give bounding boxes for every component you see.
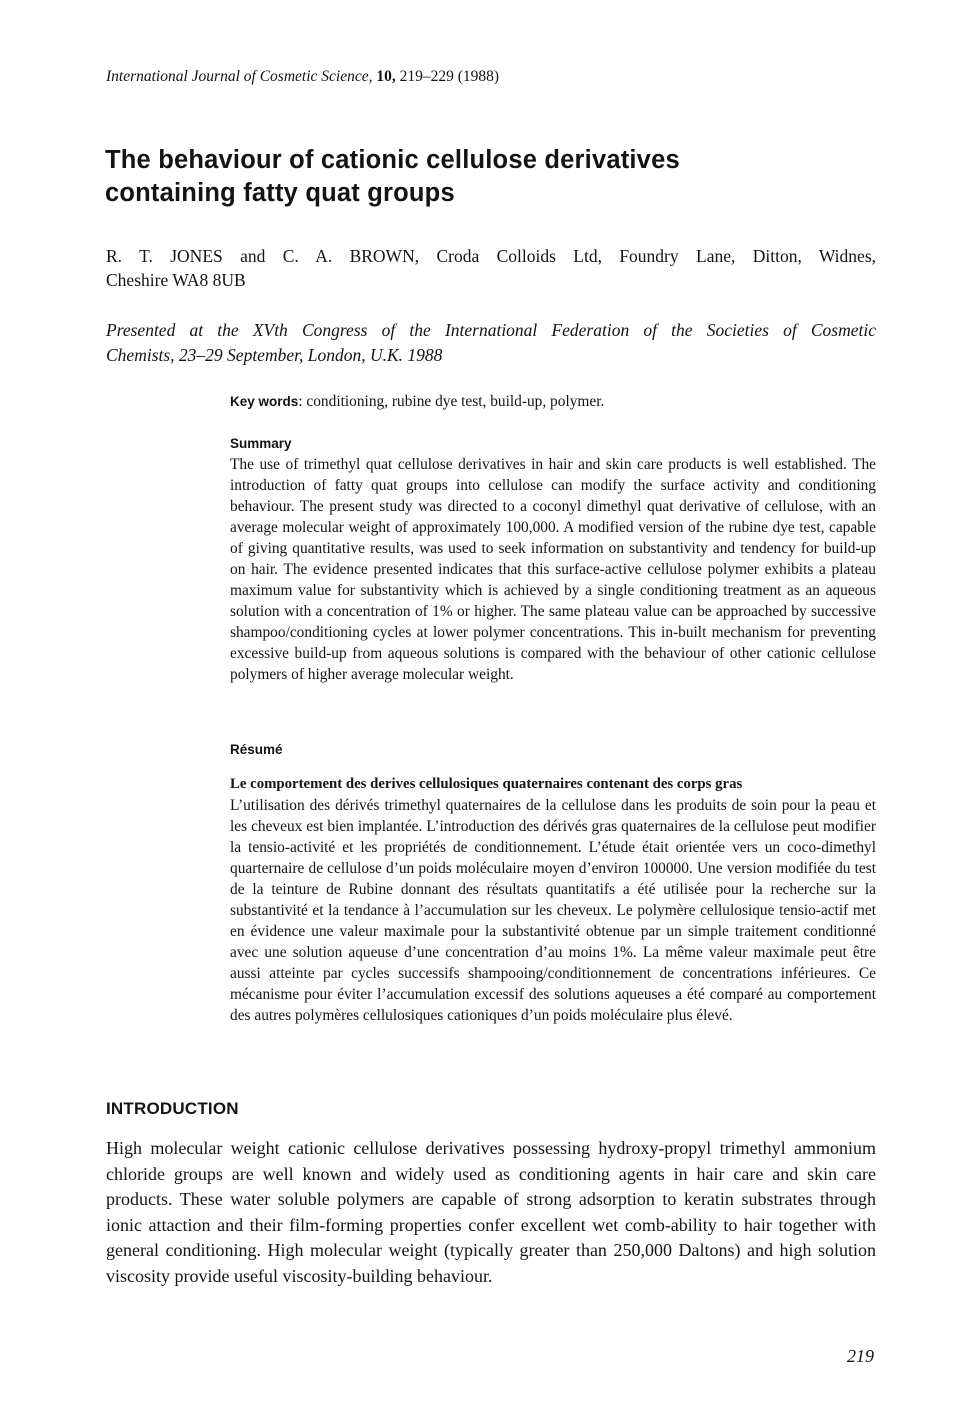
presented-line-1: Presented at the XVth Congress of the International Federation of the Societies of Cosmetic bbox=[106, 320, 876, 340]
author-affiliation bbox=[106, 244, 876, 292]
resume-section bbox=[230, 739, 876, 1026]
authors-line-1: R. T. JONES and C. A. BROWN, Croda Colloids Ltd, Foundry Lane, Ditton, Widnes, bbox=[106, 246, 876, 266]
summary-heading: Summary bbox=[230, 436, 292, 451]
keywords-text: : conditioning, rubine dye test, build-up, polymer. bbox=[298, 393, 605, 410]
introduction-heading: INTRODUCTION bbox=[106, 1099, 239, 1118]
summary-text: The use of trimethyl quat cellulose derivatives in hair and skin care products is well established. The introduction of fatty quat groups into cellulose can modify the surface activity and conditioning behaviour. The present study was directed to a coconyl dimethyl quat derivative of cellulose, with an average molecular weight of approximately 100,000. A modified version of the rubine dye test, capable of giving quantitative results, was used to seek information on substantivity and tendency for build-up on hair. The evidence presented indicates that this surface-active cellulose polymer exhibits a plateau maximum value for substantivity which is achieved by a single conditioning treatment as an aqueous solution with a concentration of 1% or higher. The same plateau value can be approached by successive shampoo/conditioning cycles at lower polymer concentrations. This in-built mechanism for preventing excessive build-up from aqueous solutions is compared with the behaviour of other cationic cellulose polymers of higher average molecular weight. bbox=[230, 456, 876, 683]
resume-subheading: Le comportement des derives cellulosiques quaternaires contenant des corps gras bbox=[230, 776, 743, 792]
presented-note bbox=[106, 318, 876, 368]
journal-volume: 10, bbox=[376, 68, 396, 85]
page-number: 219 bbox=[847, 1346, 874, 1366]
presented-line-2: Chemists, 23–29 September, London, U.K. 1988 bbox=[106, 345, 443, 365]
keywords-label: Key words bbox=[230, 394, 299, 409]
journal-pages: 219–229 (1988) bbox=[399, 68, 500, 85]
article-title bbox=[105, 144, 865, 210]
journal-citation bbox=[106, 68, 499, 86]
summary-section bbox=[230, 433, 876, 685]
title-line-1: The behaviour of cationic cellulose derivatives bbox=[105, 146, 680, 174]
title-line-2: containing fatty quat groups bbox=[105, 179, 455, 207]
authors-line-2: Cheshire WA8 8UB bbox=[106, 270, 246, 290]
resume-text: L’utilisation des dérivés trimethyl quaternaires de la cellulose dans les produits de soin pour la peau et les cheveux est bien implantée. L’introduction des dérivés gras quaternaires de la cellulose peut modifier la tensio-activité et les propriétés de conditionnement. L’étude était orientée vers un coco-dimethyl quarternaire de cellulose d’un poids moléculaire moyen d’environ 100000. Une version modifiée du test de la teinture de Rubine donnant des résultats quantitatifs a été utilisée pour la recherche sur la substantivité et la tendance à l’accumulation sur les cheveux. Le polymère cellulosique tensio-actif met en évidence une valeur maximale pour la substantivité obtenue par un simple traitement conditionné avec une solution aqueuse d’une concentration d’au moins 1%. La même valeur maximale peut être aussi atteinte par cycles successifs shampooing/conditionnement de concentrations inférieures. Ce mécanisme pour éviter l’accumulation excessif des solutions aqueuses a été comparé au comportement des autres polymères cellulosiques cationiques d’un poids moléculaire plus élevé. bbox=[230, 797, 876, 1024]
resume-heading: Résumé bbox=[230, 742, 283, 757]
journal-name: International Journal of Cosmetic Science, bbox=[106, 68, 373, 85]
introduction-text: High molecular weight cationic cellulose derivatives possessing hydroxy-propyl trimethyl ammonium chloride groups are well known and widely used as conditioning agents in hair care and skin care products. These water soluble polymers are capable of strong adsorption to keratin substrates through ionic attaction and their film-forming properties confer excellent wet comb-ability to hair together with general conditioning. High molecular weight (typically greater than 250,000 Daltons) and high solution viscosity provide useful viscosity-building behaviour. bbox=[106, 1138, 876, 1286]
keywords bbox=[230, 391, 876, 412]
